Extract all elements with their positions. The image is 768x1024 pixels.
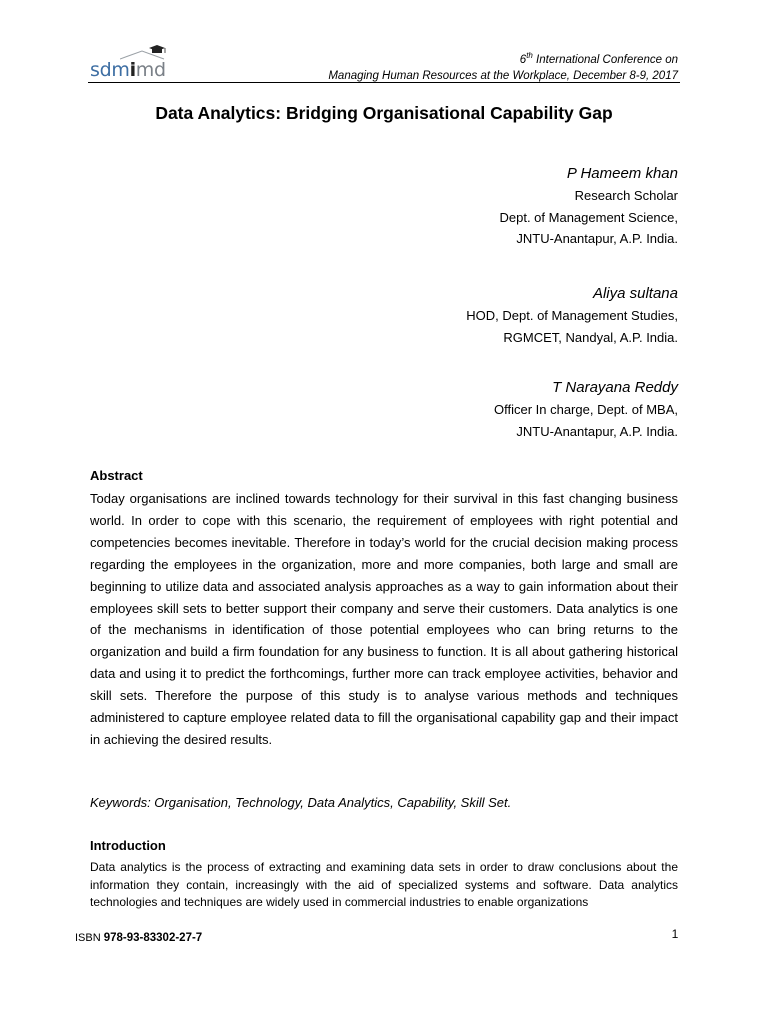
author-affiliation-line: RGMCET, Nandyal, A.P. India. xyxy=(503,329,678,345)
author-block xyxy=(258,377,678,442)
author-affiliation-line: JNTU-Anantapur, A.P. India. xyxy=(516,423,678,439)
paper-title: Data Analytics: Bridging Organisational Capability Gap xyxy=(155,103,613,123)
introduction-heading: Introduction xyxy=(90,838,166,853)
author-affiliation-line: HOD, Dept. of Management Studies, xyxy=(466,308,678,323)
author-name: T Narayana Reddy xyxy=(552,379,678,396)
abstract-text: Today organisations are inclined towards technology for their survival in this fast changing business world. In order to cope with this scenario, the requirement of employees with right potential and competencies becomes inevitable. Therefore in today’s world for the crucial decision making process regarding the employees in the organization, more and more companies, both large and small are beginning to utilize data and associated analysis approaches as a way to gain information about their employees skill sets to better support their company and serve their customers. Data analytics is one of the mechanisms in identification of those potential employees who can bring returns to the organization and build a firm foundation for any business to function. It is all about gathering historical data and using it to predict the forthcomings, further more can track employee activities, behavior and skill sets. Therefore the purpose of this study is to analyse various methods and techniques administered to capture employee related data to fill the organisational capability gap and their impact in achieving the desired results. xyxy=(90,491,678,747)
author-affiliation-line: Dept. of Management Science, xyxy=(499,209,678,225)
abstract-heading: Abstract xyxy=(90,468,143,483)
author-affiliation-line: Officer In charge, Dept. of MBA, xyxy=(493,402,678,417)
isbn-number: 978-93-83302-27-7 xyxy=(103,932,203,944)
conference-header xyxy=(218,48,678,84)
keywords-line: Keywords: Organisation, Technology, Data Analytics, Capability, Skill Set. xyxy=(90,795,512,810)
isbn-label: ISBN xyxy=(75,932,104,944)
isbn-footer xyxy=(75,929,202,947)
sdmimd-logo xyxy=(90,44,180,80)
author-name: P Hameem khan xyxy=(566,165,678,182)
graduation-cap-icon xyxy=(120,44,170,60)
author-affiliation-line: JNTU-Anantapur, A.P. India. xyxy=(516,231,678,246)
author-name: Aliya sultana xyxy=(592,285,678,302)
author-affiliation-line: Research Scholar xyxy=(574,188,678,203)
author-block xyxy=(258,163,678,250)
conference-line-2: Managing Human Resources at the Workplace, December 8-9, 2017 xyxy=(328,69,678,82)
conference-line-1: 6th International Conference on xyxy=(519,51,678,66)
logo-wordmark: sdmimd xyxy=(90,59,166,81)
introduction-text: Data analytics is the process of extracting and examining data sets in order to draw conclusions about the information they contain, increasingly with the aid of specialized systems and software. Data analytics technologies and techniques are widely used in commercial industries to enable organizations xyxy=(90,860,678,909)
header-divider xyxy=(88,82,680,83)
author-block xyxy=(258,283,678,348)
page-number: 1 xyxy=(671,927,679,941)
